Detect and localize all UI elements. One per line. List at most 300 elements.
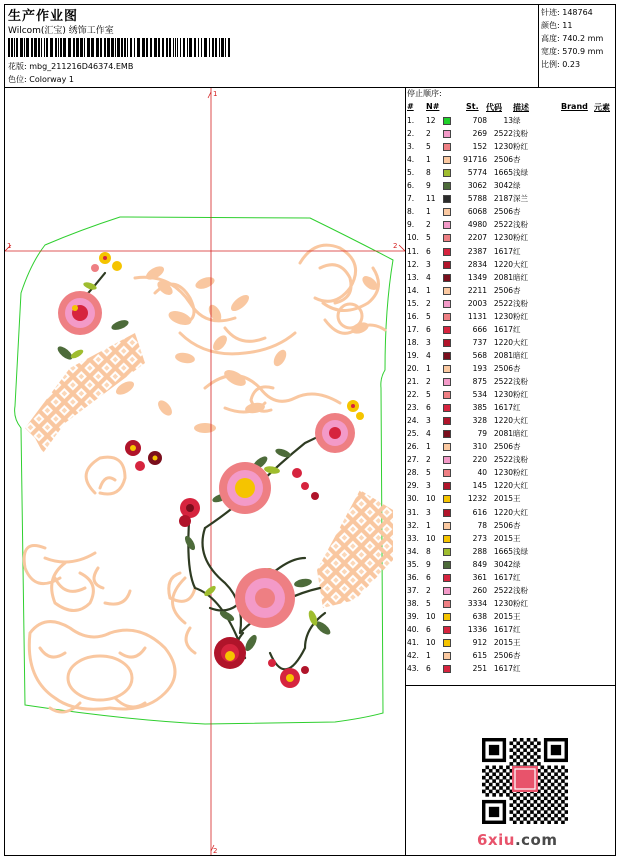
color-description: 浅粉	[513, 129, 528, 139]
color-description: 杏	[513, 155, 521, 165]
barcode-bar	[96, 38, 99, 57]
needle-number: 6	[426, 572, 431, 582]
barcode-bar	[189, 38, 192, 57]
color-code: 1220	[493, 416, 513, 426]
barcode-bar	[111, 38, 114, 57]
barcode-bar	[187, 38, 188, 57]
stop-row	[407, 416, 615, 429]
color-swatch	[443, 535, 451, 543]
stop-row	[407, 260, 615, 273]
color-description: 绿	[513, 559, 521, 569]
color-description: 粉红	[513, 233, 528, 243]
color-code: 2081	[493, 350, 513, 360]
barcode	[8, 38, 234, 57]
color-code: 1220	[493, 259, 513, 269]
stop-seq: 4.	[407, 155, 415, 165]
needle-number: 5	[426, 233, 431, 243]
stop-seq: 8.	[407, 207, 415, 217]
colorway-label: 色位: Colorway 1	[8, 75, 74, 84]
color-code: 1230	[493, 233, 513, 243]
barcode-bar	[137, 38, 140, 57]
stitch-count: 6068	[467, 207, 487, 217]
peony-center	[219, 462, 271, 514]
color-swatch	[443, 665, 451, 673]
guide-marker-bottom: 2	[213, 847, 218, 855]
stop-row	[407, 247, 615, 260]
needle-number: 2	[426, 220, 431, 230]
stitch-count: 5788	[467, 194, 487, 204]
color-code: 2506	[493, 155, 513, 165]
stitch-count: 193	[472, 363, 487, 373]
color-description: 王	[513, 494, 521, 504]
color-description: 王	[513, 638, 521, 647]
barcode-bar	[194, 38, 196, 57]
barcode-bar	[41, 38, 42, 57]
peony-lower	[235, 568, 295, 628]
stop-row	[407, 534, 615, 547]
stop-row	[407, 233, 615, 246]
needle-number: 4	[426, 272, 431, 282]
needle-number: 1	[426, 442, 431, 452]
color-swatch	[443, 469, 451, 477]
stop-row	[407, 220, 615, 233]
color-description: 浅粉	[513, 377, 528, 386]
stop-seq: 10.	[407, 233, 419, 243]
barcode-bar	[212, 38, 214, 57]
stitch-count: 385	[472, 403, 487, 413]
color-description: 红	[513, 403, 521, 413]
barcode-bar	[150, 38, 152, 57]
needle-number: 6	[426, 246, 431, 256]
needle-number: 5	[426, 598, 431, 608]
stop-seq: 24.	[407, 416, 419, 426]
stop-seq: 11.	[407, 246, 419, 256]
color-swatch	[443, 613, 451, 621]
col-code: 代码	[486, 103, 502, 112]
table-bottom-divider	[405, 685, 616, 686]
stop-row	[407, 481, 615, 494]
color-swatch	[443, 261, 451, 269]
stop-seq: 19.	[407, 350, 419, 360]
stop-seq: 43.	[407, 664, 419, 674]
color-swatch	[443, 221, 451, 229]
color-swatch	[443, 404, 451, 412]
needle-number: 10	[426, 638, 436, 647]
barcode-bar	[209, 38, 210, 57]
needle-number: 5	[426, 390, 431, 400]
stop-row	[407, 547, 615, 560]
color-code: 3042	[493, 559, 513, 569]
color-code: 1230	[493, 468, 513, 478]
color-description: 大红	[513, 507, 528, 517]
barcode-bar	[26, 38, 29, 57]
stop-row	[407, 351, 615, 364]
color-description: 大红	[513, 259, 528, 269]
stitch-count: 2207	[467, 233, 487, 243]
needle-number: 8	[426, 168, 431, 178]
stitch-count: 5774	[467, 168, 487, 178]
stop-seq: 6.	[407, 181, 415, 191]
color-code: 2506	[493, 442, 513, 452]
stop-row	[407, 299, 615, 312]
needle-number: 10	[426, 494, 436, 504]
panel-divider	[405, 88, 406, 856]
stop-row	[407, 155, 615, 168]
stop-seq: 32.	[407, 520, 419, 530]
stitch-count: 288	[472, 546, 487, 556]
color-swatch	[443, 156, 451, 164]
needle-number: 3	[426, 416, 431, 426]
guide-marker-top: 1	[213, 90, 218, 98]
stop-seq: 13.	[407, 272, 419, 282]
stitch-count: 2387	[467, 246, 487, 256]
stitch-count: 534	[472, 390, 487, 400]
color-description: 浅粉	[513, 298, 528, 308]
barcode-bar	[104, 38, 106, 57]
stop-row	[407, 508, 615, 521]
stop-row	[407, 403, 615, 416]
stop-seq: 26.	[407, 442, 419, 452]
needle-number: 10	[426, 611, 436, 621]
stop-row	[407, 377, 615, 390]
needle-number: 3	[426, 259, 431, 269]
barcode-bar	[173, 38, 174, 57]
stop-seq: 42.	[407, 651, 419, 661]
needle-number: 3	[426, 481, 431, 491]
col-seq: #	[407, 102, 414, 111]
lattice-motif-right	[317, 490, 393, 608]
color-description: 红	[513, 324, 521, 334]
color-code: 2522	[493, 298, 513, 308]
stitch-count: 40	[477, 468, 487, 478]
needle-number: 3	[426, 507, 431, 517]
needle-number: 2	[426, 298, 431, 308]
color-code: 1220	[493, 481, 513, 491]
barcode-bar	[8, 38, 10, 57]
color-description: 粉红	[513, 390, 528, 400]
color-code: 2081	[493, 272, 513, 282]
barcode-bar	[50, 38, 53, 57]
color-swatch	[443, 522, 451, 530]
color-description: 粉红	[513, 142, 528, 152]
stitch-count: 666	[472, 324, 487, 334]
stitch-count: 1131	[467, 311, 487, 321]
needle-number: 2	[426, 455, 431, 465]
barcode-bar	[215, 38, 217, 57]
color-code: 1617	[493, 664, 513, 674]
design-height: 高度: 740.2 mm	[541, 34, 604, 43]
stop-seq: 3.	[407, 142, 415, 152]
stop-row	[407, 325, 615, 338]
stop-seq: 1.	[407, 116, 415, 125]
stop-row	[407, 312, 615, 325]
stop-seq: 18.	[407, 337, 419, 347]
color-swatch	[443, 639, 451, 647]
stop-seq: 25.	[407, 429, 419, 439]
color-code: 2187	[493, 194, 513, 204]
col-needle: N#	[426, 102, 440, 111]
stop-row	[407, 599, 615, 612]
color-code: 2506	[493, 520, 513, 530]
needle-number: 11	[426, 194, 436, 204]
color-description: 暗红	[513, 429, 528, 439]
barcode-bar	[87, 38, 90, 57]
color-swatch	[443, 391, 451, 399]
color-swatch	[443, 195, 451, 203]
stop-seq: 7.	[407, 194, 415, 204]
color-swatch	[443, 600, 451, 608]
color-swatch	[443, 352, 451, 360]
stop-seq: 22.	[407, 390, 419, 400]
needle-number: 9	[426, 181, 431, 191]
color-description: 杏	[513, 285, 521, 295]
color-code: 2015	[493, 494, 513, 504]
color-description: 王	[513, 611, 521, 621]
design-file-label: 花版: mbg_211216D46374.EMB	[8, 62, 134, 71]
company-name: Wilcom(汇宝) 绣饰工作室	[8, 26, 114, 36]
color-description: 浅粉	[513, 455, 528, 465]
stop-seq: 31.	[407, 507, 419, 517]
stitch-count: 1336	[467, 624, 487, 634]
color-code: 1617	[493, 246, 513, 256]
barcode-bar	[121, 38, 123, 57]
needle-number: 4	[426, 350, 431, 360]
qr-code	[482, 738, 568, 824]
stitch-count: 638	[472, 611, 487, 621]
needle-number: 1	[426, 155, 431, 165]
barcode-bar	[130, 38, 132, 57]
color-code: 2506	[493, 363, 513, 373]
barcode-bar	[60, 38, 62, 57]
barcode-bar	[124, 38, 126, 57]
color-description: 浅绿	[513, 546, 528, 556]
stop-seq: 16.	[407, 311, 419, 321]
barcode-bar	[146, 38, 148, 57]
color-code: 2506	[493, 285, 513, 295]
needle-number: 10	[426, 533, 436, 543]
stop-seq: 14.	[407, 285, 419, 295]
color-swatch	[443, 182, 451, 190]
color-swatch	[443, 548, 451, 556]
barcode-bar	[46, 38, 48, 57]
stitch-count: 2834	[467, 259, 487, 269]
barcode-bar	[154, 38, 157, 57]
barcode-bar	[169, 38, 171, 57]
color-code: 2522	[493, 220, 513, 230]
needle-number: 3	[426, 337, 431, 347]
stop-seq: 5.	[407, 168, 415, 178]
barcode-bar	[44, 38, 45, 57]
stop-seq: 2.	[407, 129, 415, 139]
needle-number: 1	[426, 520, 431, 530]
color-code: 1220	[493, 507, 513, 517]
stop-row	[407, 573, 615, 586]
color-description: 红	[513, 664, 521, 674]
color-code: 1617	[493, 624, 513, 634]
color-swatch	[443, 626, 451, 634]
color-code: 2522	[493, 585, 513, 595]
color-code: 2081	[493, 429, 513, 439]
color-swatch	[443, 509, 451, 517]
color-description: 杏	[513, 207, 521, 217]
color-swatch	[443, 234, 451, 242]
color-swatch	[443, 326, 451, 334]
barcode-bar	[117, 38, 120, 57]
color-description: 红	[513, 624, 521, 634]
stitch-count: 251	[472, 664, 487, 674]
color-swatch	[443, 587, 451, 595]
stop-row	[407, 129, 615, 142]
stitch-count: 615	[472, 651, 487, 661]
barcode-bar	[228, 38, 230, 57]
needle-number: 9	[426, 559, 431, 569]
barcode-bar	[100, 38, 102, 57]
stop-seq: 30.	[407, 494, 419, 504]
barcode-bar	[115, 38, 116, 57]
barcode-bar	[225, 38, 226, 57]
barcode-bar	[58, 38, 59, 57]
col-description: 描述	[513, 103, 529, 112]
needle-number: 1	[426, 363, 431, 373]
stop-row	[407, 560, 615, 573]
peony-right	[315, 413, 355, 453]
stop-row	[407, 390, 615, 403]
color-code: 1230	[493, 142, 513, 152]
color-description: 绿	[513, 116, 521, 125]
color-swatch	[443, 456, 451, 464]
stop-seq: 33.	[407, 533, 419, 543]
color-description: 杏	[513, 442, 521, 452]
stitch-count: 361	[472, 572, 487, 582]
color-count: 颜色: 11	[541, 21, 573, 30]
color-swatch	[443, 313, 451, 321]
stop-seq: 38.	[407, 598, 419, 608]
guide-marker-right: 2	[393, 242, 398, 250]
barcode-bar	[198, 38, 199, 57]
color-code: 1665	[493, 168, 513, 178]
barcode-bar	[31, 38, 33, 57]
stop-row	[407, 286, 615, 299]
stop-row	[407, 468, 615, 481]
design-scale: 比例: 0.23	[541, 60, 581, 69]
stop-row	[407, 494, 615, 507]
barcode-bar	[76, 38, 79, 57]
barcode-bar	[162, 38, 164, 57]
barcode-bar	[11, 38, 13, 57]
color-description: 王	[513, 533, 521, 543]
barcode-bar	[68, 38, 71, 57]
seal-stamp	[512, 766, 538, 792]
stop-sequence-title: 停止顺序:	[407, 89, 442, 98]
stop-seq: 36.	[407, 572, 419, 582]
color-description: 杏	[513, 363, 521, 373]
color-swatch	[443, 561, 451, 569]
color-description: 粉红	[513, 311, 528, 321]
needle-number: 2	[426, 129, 431, 139]
color-swatch	[443, 287, 451, 295]
stop-row	[407, 625, 615, 638]
barcode-bar	[177, 38, 178, 57]
color-description: 杏	[513, 520, 521, 530]
stitch-count: 2211	[467, 285, 487, 295]
lattice-motif-left	[25, 333, 145, 453]
stop-seq: 23.	[407, 403, 419, 413]
stitch-count: 3062	[467, 181, 487, 191]
color-code: 1230	[493, 390, 513, 400]
color-code: 1230	[493, 311, 513, 321]
stop-seq: 39.	[407, 611, 419, 621]
stop-seq: 15.	[407, 298, 419, 308]
color-swatch	[443, 248, 451, 256]
needle-number: 6	[426, 624, 431, 634]
stitch-count: 616	[472, 507, 487, 517]
stop-row	[407, 429, 615, 442]
barcode-bar	[63, 38, 66, 57]
color-description: 暗红	[513, 350, 528, 360]
stitch-count: 328	[472, 416, 487, 426]
color-description: 浅粉	[513, 220, 528, 230]
leaf-sprays	[114, 264, 380, 433]
stop-seq: 41.	[407, 638, 419, 647]
color-swatch	[443, 443, 451, 451]
stitch-count: 310	[472, 442, 487, 452]
stop-row	[407, 442, 615, 455]
stop-row	[407, 664, 615, 677]
stop-seq: 29.	[407, 481, 419, 491]
color-code: 2015	[493, 611, 513, 621]
color-description: 大红	[513, 416, 528, 426]
color-swatch	[443, 169, 451, 177]
color-code: 1617	[493, 572, 513, 582]
color-code: 1230	[493, 598, 513, 608]
color-swatch	[443, 300, 451, 308]
barcode-bar	[14, 38, 15, 57]
color-code: 1665	[493, 546, 513, 556]
color-description: 深兰	[513, 194, 528, 204]
color-swatch	[443, 430, 451, 438]
barcode-bar	[91, 38, 94, 57]
barcode-bar	[142, 38, 145, 57]
stitch-count: 3334	[467, 598, 487, 608]
color-swatch	[443, 339, 451, 347]
needle-number: 6	[426, 664, 431, 674]
stitch-count: 269	[472, 129, 487, 139]
embroidery-canvas	[5, 88, 405, 855]
stitch-count: 568	[472, 350, 487, 360]
stitch-count: 220	[472, 455, 487, 465]
stop-row	[407, 455, 615, 468]
color-code: 3042	[493, 181, 513, 191]
barcode-bar	[24, 38, 25, 57]
stitch-count: 912	[472, 638, 487, 647]
needle-number: 4	[426, 429, 431, 439]
needle-number: 2	[426, 377, 431, 386]
stop-row	[407, 521, 615, 534]
stop-row	[407, 142, 615, 155]
page-title: 生产作业图	[8, 9, 79, 24]
stop-row	[407, 586, 615, 599]
col-stitches: St.	[466, 102, 479, 111]
color-description: 绿	[513, 181, 521, 191]
color-description: 暗红	[513, 272, 528, 282]
needle-number: 6	[426, 324, 431, 334]
stop-row	[407, 651, 615, 664]
peony-top-left	[58, 291, 102, 335]
color-code: 2506	[493, 207, 513, 217]
color-swatch	[443, 208, 451, 216]
stitch-count: 91716	[463, 155, 487, 165]
barcode-bar	[204, 38, 207, 57]
